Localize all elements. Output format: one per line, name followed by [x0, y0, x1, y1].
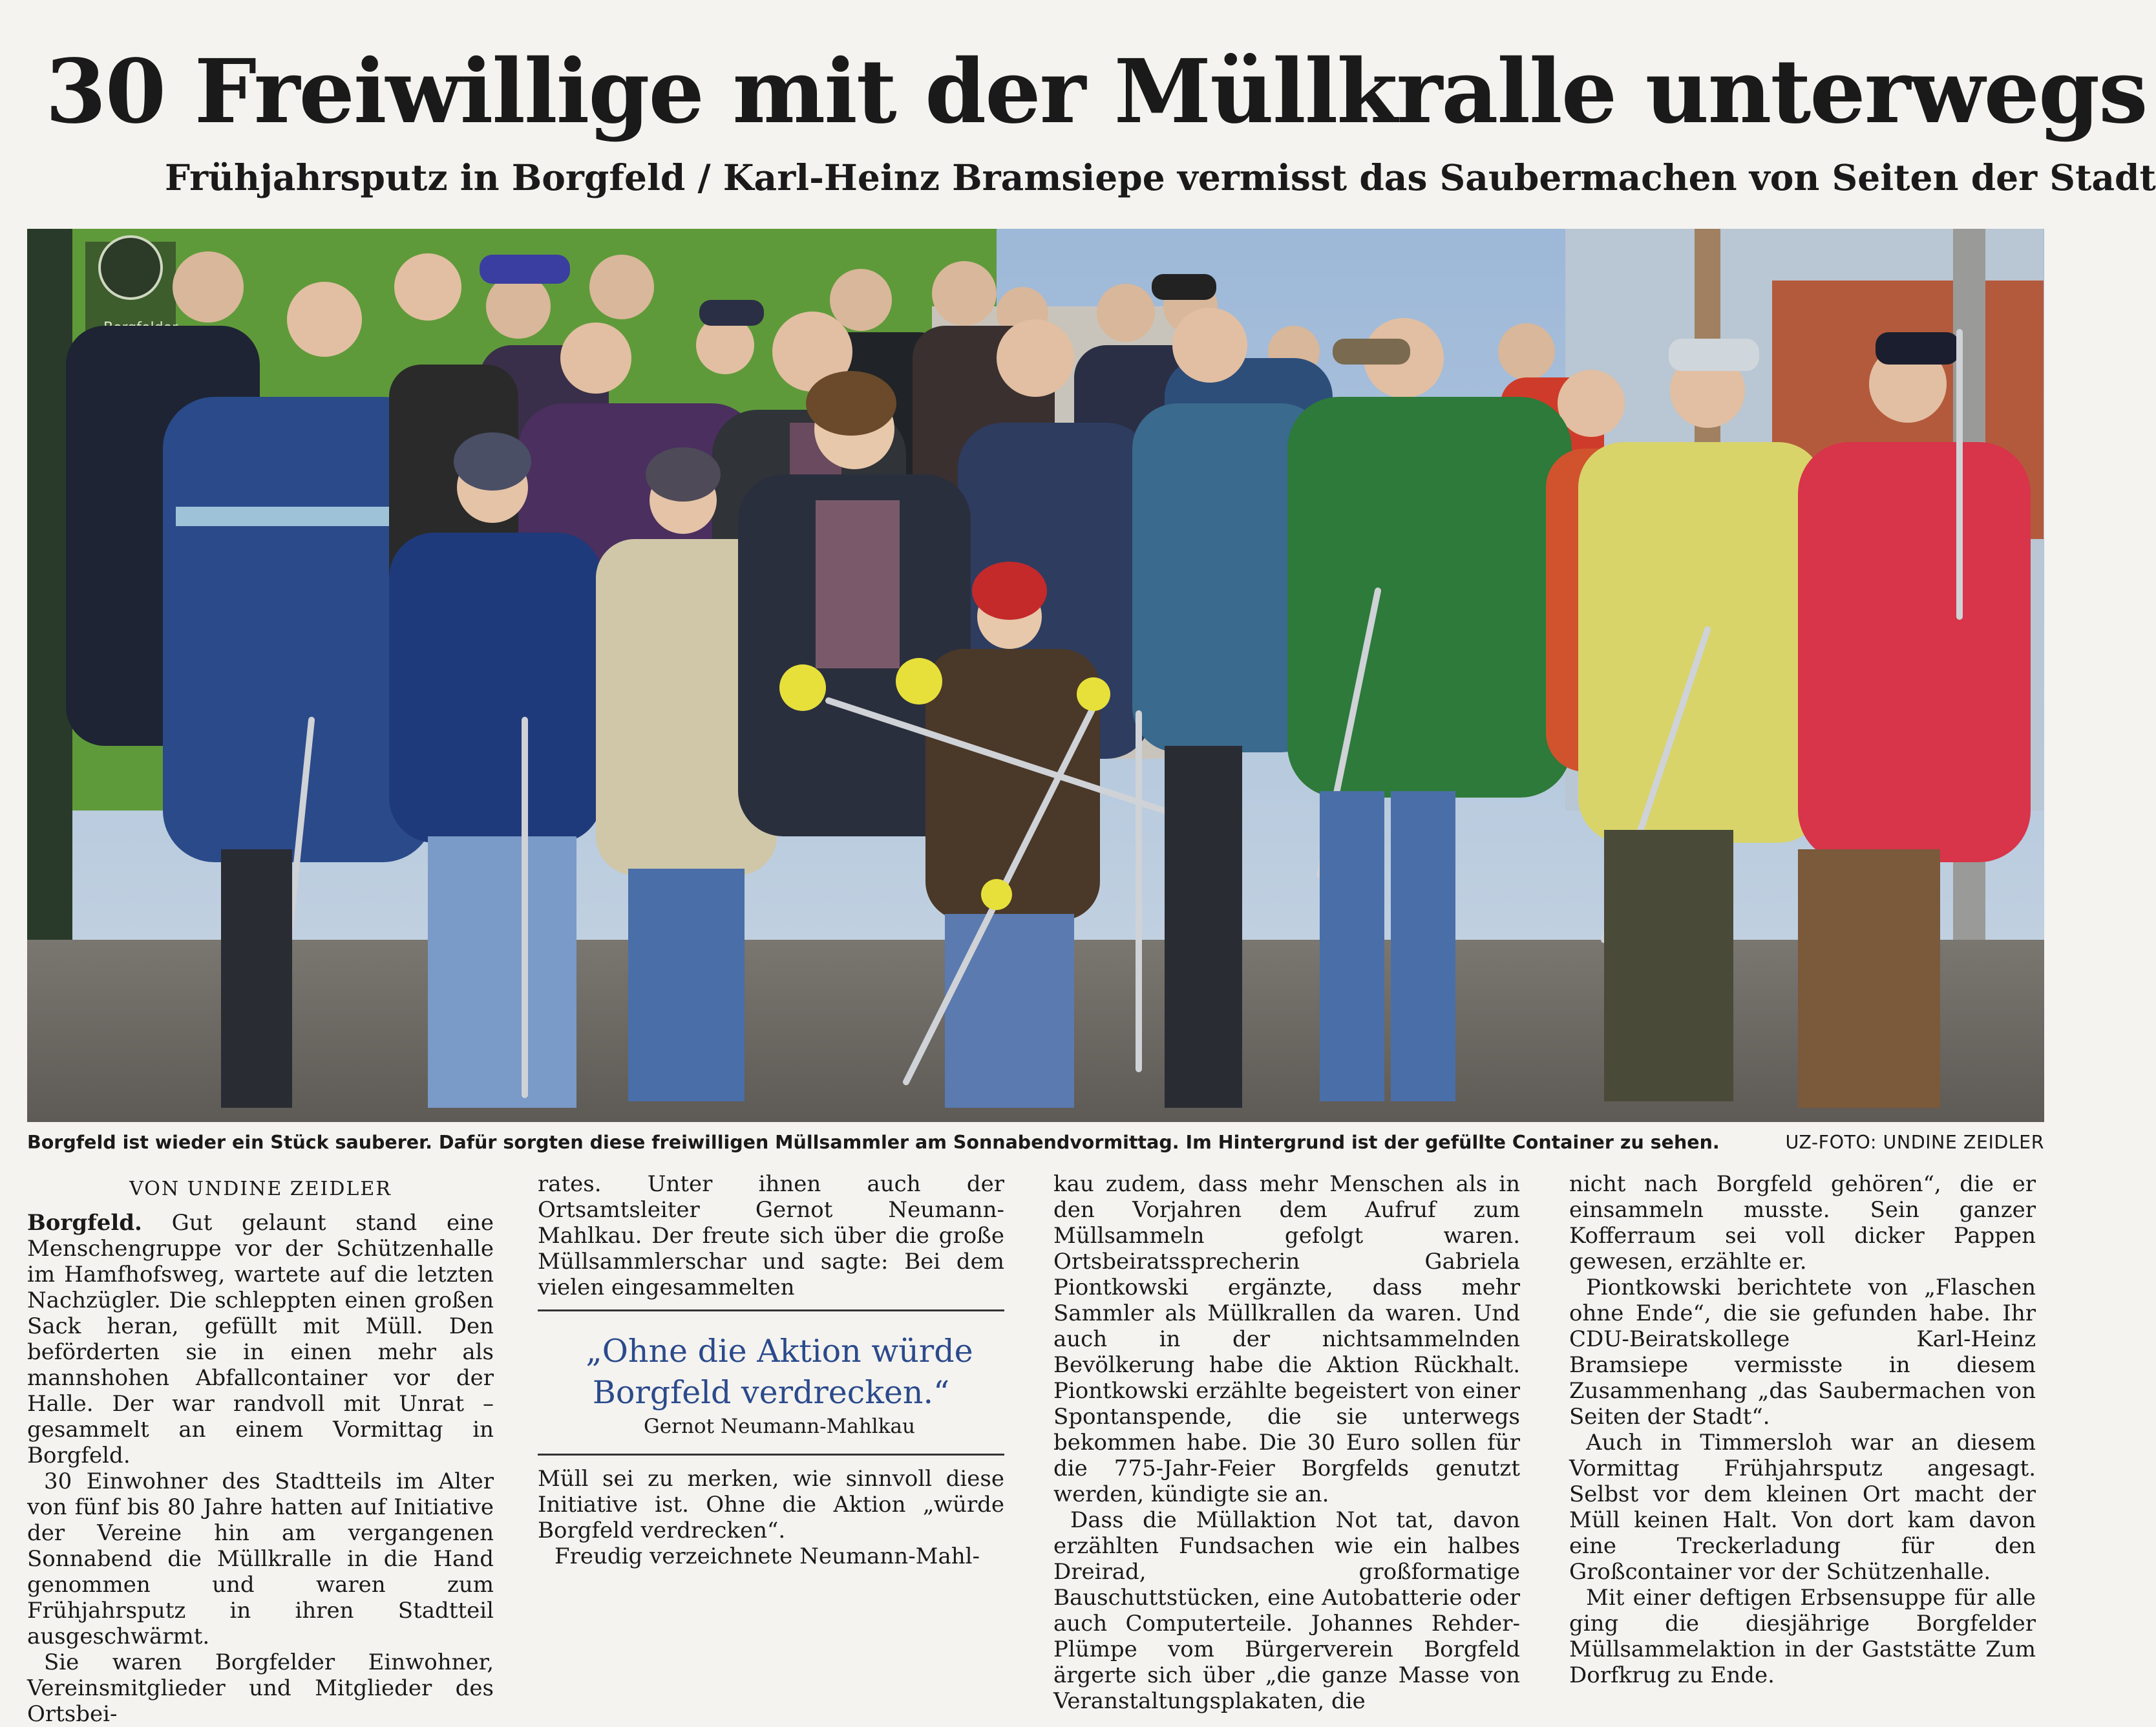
paragraph: kau zudem, dass mehr Menschen als in den Vorjahren dem Aufruf zum Müllsammeln gefolgt waren. Ortsbeiratssprecherin Gabriela Piontkowski ergänzte, dass mehr Sammler als Müllkrallen da waren. Und auch in der nichtsammelnden Bevölkerung habe die Aktion Rückhalt. Piontkowski erzählte begeistert von einer Spontanspende, die sie unterwegs bekommen habe. Die 30 Euro sollen für die 775-Jahr-Feier Borgfelds genutzt werden, kündigte sie an.: [1053, 1171, 1520, 1507]
paragraph: [27, 1210, 494, 1468]
paragraph: Sie waren Borgfelder Einwohner, Vereinsmitglieder und Mitglieder des Ortsbei-: [27, 1649, 494, 1727]
article-column-1: [27, 1171, 494, 1727]
headline: 30 Freiwillige mit der Müllkralle unterwegs: [45, 40, 2147, 143]
group-photo: [27, 229, 2044, 1122]
article-column-4: [1569, 1171, 2036, 1688]
subheadline: Frühjahrsputz in Borgfeld / Karl-Heinz Bramsiepe vermisst das Saubermachen von Seiten der Stadt: [165, 156, 2156, 198]
byline: VON UNDINE ZEIDLER: [129, 1178, 392, 1200]
paragraph: rates. Unter ihnen auch der Ortsamtsleiter Gernot Neumann-Mahlkau. Der freute sich über die große Müllsammlerschar und sagte: Bei dem vielen eingesammelten: [538, 1171, 1004, 1300]
paragraph: Freudig verzeichnete Neumann-Mahl-: [555, 1543, 980, 1569]
article-column-2: [538, 1171, 1004, 1682]
paragraph: nicht nach Borgfeld gehören“, die er einsammeln musste. Sein ganzer Kofferraum sei voll dicker Pappen gewesen, erzählte er.: [1569, 1171, 2036, 1275]
article-column-3: [1053, 1171, 1520, 1714]
caption-text: Borgfeld ist wieder ein Stück sauberer. Dafür sorgten diese freiwilligen Müllsammler am Sonnabendvormittag. Im Hintergrund ist der gefüllte Container zu sehen.: [27, 1132, 1720, 1153]
paragraph: Mit einer deftigen Erbsensuppe für alle ging die diesjährige Borgfelder Müllsammelaktion in der Gaststätte Zum Dorfkrug zu Ende.: [1569, 1585, 2036, 1688]
paragraph: Piontkowski berichtete von „Flaschen ohne Ende“, die sie gefunden habe. Ihr CDU-Beiratskollege Karl-Heinz Bramsiepe vermisste in diesem Zusammenhang „das Saubermachen von Seiten der Stadt“.: [1569, 1275, 2036, 1430]
photo-illustration: [27, 229, 2044, 1122]
pull-quote-text: „Ohne die Aktion würde Borgfeld verdrecken.“: [586, 1333, 973, 1411]
paragraph-text: Gut gelaunt stand eine Menschengruppe vor der Schützenhalle im Hamfhofsweg, wartete auf die letzten Nachzügler. Die schleppten einen großen Sack heran, gefüllt mit Müll. Den beförderten sie in einen mehr als mannshohen Abfallcontainer vor der Halle. Der war randvoll mit Unrat – gesammelt an einem Vormittag in Borgfeld.: [27, 1210, 494, 1468]
paragraph: Müll sei zu merken, wie sinnvoll diese Initiative ist. Ohne die Aktion „würde Borgfeld verdrecken“.: [538, 1466, 1004, 1543]
paragraph: 30 Einwohner des Stadtteils im Alter von fünf bis 80 Jahre hatten auf Initiative der Vereine hin am vergangenen Sonnabend die Müllkralle in die Hand genommen und waren zum Frühjahrsputz in ihren Stadtteil ausgeschwärmt.: [27, 1468, 494, 1649]
dateline-place: Borgfeld.: [27, 1210, 142, 1236]
paragraph: Auch in Timmersloh war an diesem Vormittag Frühjahrsputz angesagt. Selbst vor dem kleinen Ort macht der Müll keinen Halt. Von dort kam davon eine Treckerladung für den Großcontainer vor der Schützenhalle.: [1569, 1430, 2036, 1585]
paragraph: Dass die Müllaktion Not tat, davon erzählten Fundsachen wie ein halbes Dreirad, großformatige Bauschuttstücken, eine Autobatterie oder auch Computerteile. Johannes Rehder-Plümpe vom Bürgerverein Borgfeld ärgerte sich über „die ganze Masse von Veranstaltungsplakaten, die: [1053, 1507, 1520, 1714]
photo-caption: [27, 1128, 2044, 1157]
pull-quote: [538, 1309, 1004, 1456]
pull-quote-author: Gernot Neumann-Mahlkau: [644, 1415, 915, 1438]
photo-credit: UZ-FOTO: UNDINE ZEIDLER: [1785, 1132, 2044, 1153]
